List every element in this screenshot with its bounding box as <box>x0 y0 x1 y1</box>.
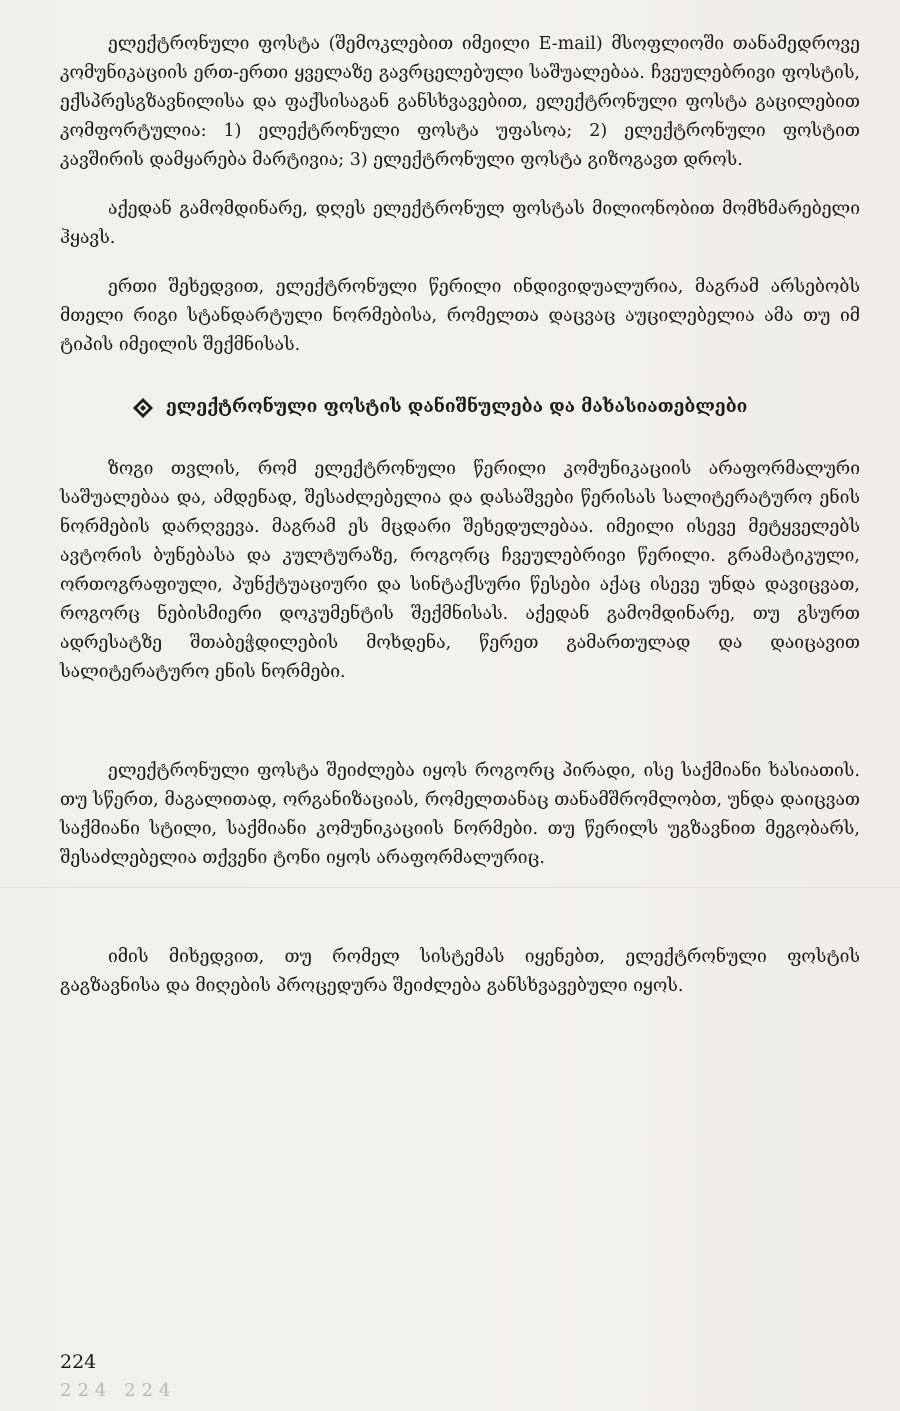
page-number: 224 <box>60 1351 97 1373</box>
paragraph-intro: ელექტრონული ფოსტა (შემოკლებით იმეილი E-mail) მსოფლიოში თანამედროვე კომუნიკაციის ერთ-ერთი ყველაზე გავრცელებული საშუალებაა. ჩვეულებრივი ფოსტის, ექსპრესგზავნილისა და ფაქსისაგან განსხვავებით, ელექტრონული ფოსტა გაცილებით კომფორტულია: 1) ელექტრონული ფოსტა უფასოა; 2) ელექტრონული ფოსტით კავშირის დამყარება მარტივია; 3) ელექტრონული ფოსტა გიზოგავთ დროს. <box>60 34 860 170</box>
diamond-icon <box>132 397 154 419</box>
section-heading <box>132 393 860 422</box>
text-body <box>60 30 860 1001</box>
paragraph-norms: ერთი შეხედვით, ელექტრონული წერილი ინდივიდუალურია, მაგრამ არსებობს მთელი რიგი სტანდარტული ნორმებისა, რომელთა დაცვაც აუცილებელია ამა თუ იმ ტიპის იმეილის შექმნისას. <box>60 277 860 355</box>
page-number-ghost: 224 224 <box>60 1380 177 1401</box>
paragraph-personal-business: ელექტრონული ფოსტა შეიძლება იყოს როგორც პირადი, ისე საქმიანი ხასიათის. თუ სწერთ, მაგალითად, ორგანიზაციას, რომელთანაც თანამშრომლობთ, უნდა დაიცვათ საქმიანი სტილი, საქმიანი კომუნიკაციის ნორმები. თუ წერილს უგზავნით მეგობარს, შესაძლებელია თქვენი ტონი იყოს არაფორმალურიც. <box>60 761 860 868</box>
paragraph-systems: იმის მიხედვით, თუ რომელ სისტემას იყენებთ, ელექტრონული ფოსტის გაგზავნისა და მიღების პროცედურა შეიძლება განსხვავებული იყოს. <box>60 947 860 996</box>
paragraph-users: აქედან გამომდინარე, დღეს ელექტრონულ ფოსტას მილიონობით მომხმარებელი ჰყავს. <box>60 199 860 248</box>
section-heading-text: ელექტრონული ფოსტის დანიშნულება და მახასიათებლები <box>166 397 748 417</box>
paragraph-formality: ზოგი თვლის, რომ ელექტრონული წერილი კომუნიკაციის არაფორმალური საშუალებაა და, ამდენად, შესაძლებელია და დასაშვები წერისას სალიტერატურო ენის ნორმების დარღვევა. მაგრამ ეს მცდარი შეხედულებაა. იმეილი ისევე მეტყველებს ავტორის ბუნებასა და კულტურაზე, როგორც ჩვეულებრივი წერილი. გრამატიკული, ორთოგრაფიული, პუნქტუაციური და სინტაქსური წესები აქაც ისევე უნდა დავიცვათ, როგორც ნებისმიერი დოკუმენტის შექმნისას. აქედან გამომდინარე, თუ გსურთ ადრესატზე შთაბეჭდილების მოხდენა, წერეთ გამართულად და დაიცავით სალიტერატურო ენის ნორმები. <box>60 459 860 682</box>
